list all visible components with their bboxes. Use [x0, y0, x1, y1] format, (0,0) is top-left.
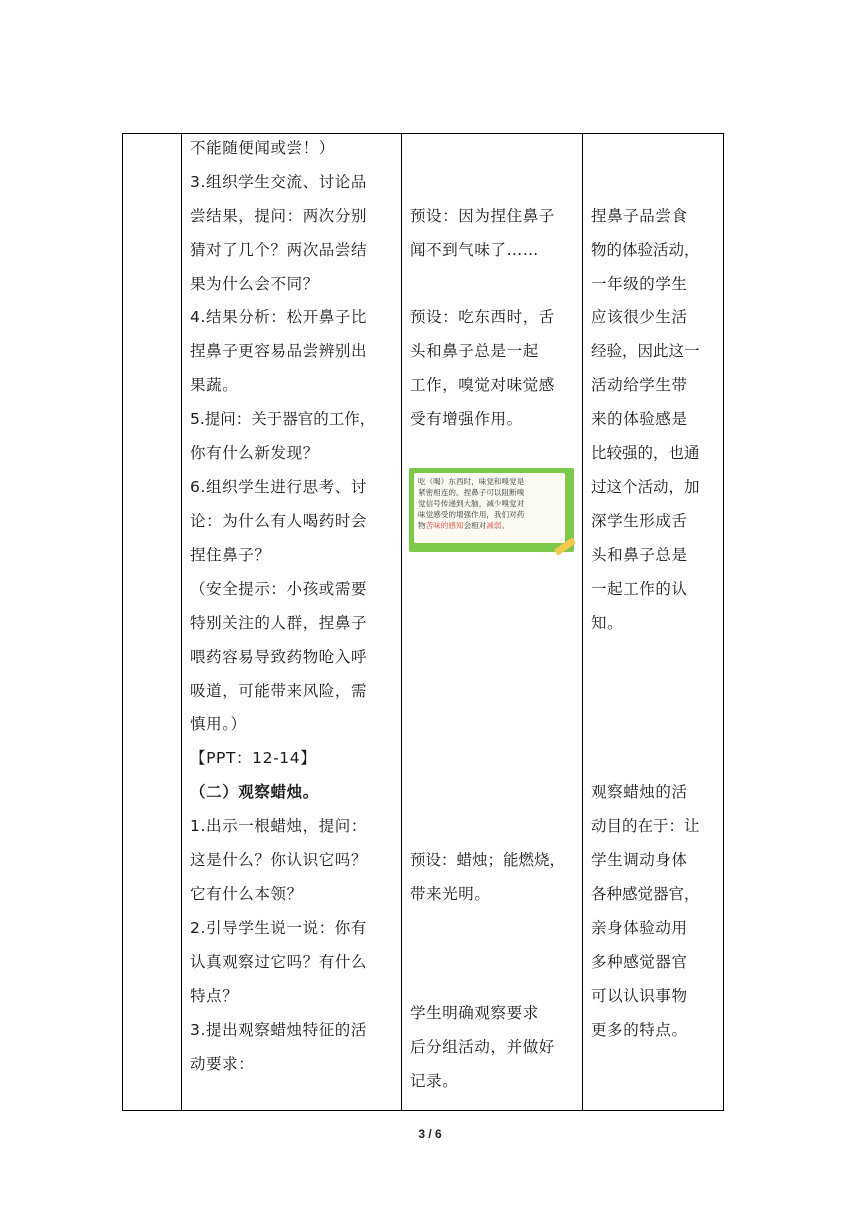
text-line: 后分组活动，并做好: [410, 1038, 555, 1056]
text-line: 闻不到气味了……: [410, 241, 539, 259]
text-line: 5.提问：关于器官的工作，: [190, 410, 376, 428]
student-activity-cell: [402, 134, 583, 1111]
text-line: 预设：吃东西时，舌: [410, 308, 555, 326]
tip-line: 味觉感受的增强作用，我们对药: [418, 510, 525, 519]
text-line: 多种感觉器官: [591, 953, 688, 971]
text-line: （安全提示：小孩或需要: [190, 580, 368, 598]
text-line: 捏鼻子更容易品尝辨别出: [190, 342, 368, 360]
text-line: 猜对了几个？两次品尝结: [190, 241, 368, 259]
text-line: 来的体验感是: [591, 410, 688, 428]
text-line: 动目的在于：让: [591, 817, 700, 835]
text-line: 活动给学生带: [591, 376, 688, 394]
tip-line: 觉信号传递到大脑，减少嗅觉对: [418, 499, 525, 508]
text-line: 特别关注的人群，捏鼻子: [190, 614, 368, 632]
tip-text: 。: [501, 521, 510, 530]
text-line: 吸道，可能带来风险，需: [190, 682, 368, 700]
tip-highlight: 苦味的感知: [425, 521, 464, 530]
text-line: 果蔬。: [190, 376, 239, 394]
tip-text: 物: [418, 521, 426, 530]
taste-smell-tip-image: [409, 468, 574, 552]
text-line: 1.出示一根蜡烛，提问：: [190, 817, 367, 835]
text-line: 尝结果，提问：两次分别: [190, 207, 368, 225]
text-line: 认真观察过它吗？有什么: [190, 953, 368, 971]
text-line: 记录。: [410, 1072, 459, 1090]
tip-text: 会相对: [463, 521, 487, 530]
tip-line: 紧密相连的。捏鼻子可以阻断嗅: [418, 488, 525, 497]
text-line: 预设：蜡烛；能燃烧，: [410, 851, 566, 869]
text-line: 学生明确观察要求: [410, 1004, 539, 1022]
page-number: 3 / 6: [418, 1127, 442, 1141]
text-line: 动要求：: [190, 1055, 255, 1073]
tip-line: [418, 520, 561, 531]
text-line: 过这个活动，加: [591, 478, 700, 496]
text-line: 特点？: [190, 987, 239, 1005]
text-line: 经验，因此这一: [591, 342, 700, 360]
text-line: 更多的特点。: [591, 1021, 688, 1039]
text-line: 论：为什么有人喝药时会: [190, 512, 368, 530]
text-line: 工作，嗅觉对味觉感: [410, 376, 555, 394]
text-line: 可以认识事物: [591, 987, 688, 1005]
text-line: 各种感觉器官，: [591, 885, 700, 903]
tip-line: 吃（喝）东西时，味觉和嗅觉是: [418, 477, 525, 486]
text-line: 它有什么本领？: [190, 885, 303, 903]
text-line: 头和鼻子总是一起: [410, 342, 539, 360]
text-line: 不能随便闻或尝！）: [190, 139, 335, 157]
teacher-activity-cell: [182, 134, 402, 1111]
text-line: 6.组织学生进行思考、讨: [190, 478, 367, 496]
text-line: 2.引导学生说一说：你有: [190, 919, 367, 937]
text-line: 一起工作的认: [591, 580, 688, 598]
tip-highlight: 减弱: [486, 521, 502, 530]
text-line: 喂药容易导致药物呛入呼: [190, 648, 368, 666]
text-line: 比较强的，也通: [591, 444, 700, 462]
text-line: 知。: [591, 614, 624, 632]
text-line: 物的体验活动，: [591, 241, 700, 259]
text-line: 预设：因为捏住鼻子: [410, 207, 555, 225]
text-line: 应该很少生活: [591, 308, 688, 326]
text-line: 捏住鼻子？: [190, 546, 271, 564]
text-line: 你有什么新发现？: [190, 444, 319, 462]
text-line: 4.结果分析：松开鼻子比: [190, 308, 367, 326]
text-line: 一年级的学生: [591, 275, 688, 293]
text-line: 慎用。）: [190, 715, 247, 733]
text-line: 亲身体验动用: [591, 919, 688, 937]
lesson-plan-table: [122, 133, 724, 1111]
text-line: 这是什么？你认识它吗？: [190, 851, 368, 869]
section-heading: （二）观察蜡烛。: [190, 783, 319, 801]
stage-column-cell: [123, 134, 182, 1111]
text-line: 3.提出观察蜡烛特征的活: [190, 1021, 367, 1039]
ppt-reference: 【PPT：12-14】: [190, 749, 317, 767]
text-line: 头和鼻子总是: [591, 546, 688, 564]
text-line: 捏鼻子品尝食: [591, 207, 688, 225]
text-line: 学生调动身体: [591, 851, 688, 869]
table-row: [123, 134, 724, 1111]
text-line: 带来光明。: [410, 885, 491, 903]
text-line: 受有增强作用。: [410, 410, 523, 428]
tip-card: [414, 473, 565, 543]
design-intent-cell: [583, 134, 724, 1111]
text-line: 观察蜡烛的活: [591, 783, 688, 801]
text-line: 3.组织学生交流、讨论品: [190, 173, 367, 191]
text-line: 果为什么会不同？: [190, 275, 319, 293]
text-line: 深学生形成舌: [591, 512, 688, 530]
